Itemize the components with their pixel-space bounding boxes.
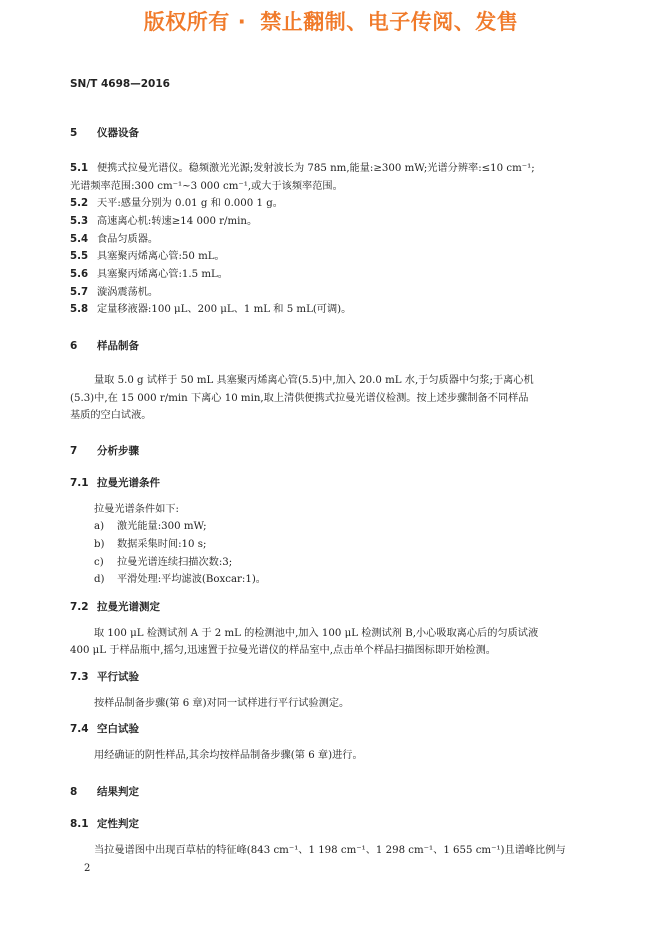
page-number: 2 [84, 863, 91, 874]
list-item [70, 233, 158, 247]
item-text: 天平:感量分别为 0.01 g 和 0.000 1 g。 [97, 198, 283, 209]
item-letter: a) [94, 521, 105, 532]
paragraph-line: 拉曼光谱条件如下: [94, 504, 179, 515]
item-text: 便携式拉曼光谱仪。稳频激光光源;发射波长为 785 nm,能量:≥300 mW;光谱分辨率:≤10 cm⁻¹; [97, 163, 535, 174]
subsection-number: 7.3 [70, 671, 89, 683]
watermark-text-1: 版权所有 [143, 10, 230, 34]
section-title: 样品制备 [97, 340, 139, 352]
section-7-heading [70, 444, 139, 458]
subsection-number: 7.2 [70, 601, 89, 613]
subsection-number: 8.1 [70, 818, 89, 830]
section-title: 仪器设备 [97, 127, 139, 139]
list-item-continuation: 光谱频率范围:300 cm⁻¹~3 000 cm⁻¹,或大于该频率范围。 [70, 181, 343, 192]
subsection-7-4-heading [70, 722, 139, 736]
item-text: 拉曼光谱连续扫描次数:3; [117, 557, 233, 568]
item-text: 激光能量:300 mW; [117, 521, 207, 532]
item-text: 食品匀质器。 [97, 234, 159, 245]
item-number: 5.5 [70, 251, 89, 262]
item-text: 平滑处理:平均滤波(Boxcar:1)。 [117, 574, 266, 585]
item-text: 漩涡震荡机。 [97, 287, 159, 298]
item-number: 5.2 [70, 198, 89, 209]
list-item [70, 268, 228, 282]
subsection-title: 空白试验 [97, 723, 139, 735]
copyright-watermark [0, 6, 662, 36]
item-letter: d) [94, 574, 105, 585]
list-item [70, 286, 158, 300]
subsection-7-2-heading [70, 600, 160, 614]
standard-code: SN/T 4698—2016 [70, 78, 170, 90]
subsection-number: 7.1 [70, 477, 89, 489]
section-8-heading [70, 785, 139, 799]
item-text: 具塞聚丙烯离心管:50 mL。 [97, 251, 225, 262]
section-title: 分析步骤 [97, 445, 139, 457]
item-text: 定量移液器:100 μL、200 μL、1 mL 和 5 mL(可调)。 [97, 304, 352, 315]
paragraph-line: 量取 5.0 g 试样于 50 mL 具塞聚丙烯离心管(5.5)中,加入 20.0 mL 水,于匀质器中匀浆;于离心机 [94, 375, 534, 386]
subsection-title: 拉曼光谱测定 [97, 601, 160, 613]
section-number: 5 [70, 127, 78, 139]
item-number: 5.3 [70, 216, 89, 227]
item-letter: b) [94, 539, 105, 550]
list-item [70, 197, 283, 211]
paragraph-line: 按样品制备步骤(第 6 章)对同一试样进行平行试验测定。 [94, 698, 350, 709]
watermark-dot: · [237, 10, 247, 34]
item-number: 5.1 [70, 163, 89, 174]
paragraph-line: 当拉曼谱图中出现百草枯的特征峰(843 cm⁻¹、1 198 cm⁻¹、1 298 cm⁻¹、1 655 cm⁻¹)且谱峰比例与 [94, 845, 566, 856]
subsection-number: 7.4 [70, 723, 89, 735]
subsection-8-1-heading [70, 817, 139, 831]
list-item [70, 250, 225, 264]
paragraph-line: 取 100 μL 检测试剂 A 于 2 mL 的检测池中,加入 100 μL 检测试剂 B,小心吸取离心后的匀质试液 [94, 628, 539, 639]
list-item [70, 303, 351, 317]
subsection-title: 定性判定 [97, 818, 139, 830]
watermark-text-2: 禁止翻制、电子传阅、发售 [260, 10, 519, 34]
list-item [94, 556, 232, 570]
item-text: 具塞聚丙烯离心管:1.5 mL。 [97, 269, 228, 280]
paragraph-line: 基质的空白试液。 [70, 410, 152, 421]
subsection-title: 平行试验 [97, 671, 139, 683]
section-title: 结果判定 [97, 786, 139, 798]
subsection-7-1-heading [70, 476, 160, 490]
list-item [94, 573, 266, 587]
item-number: 5.7 [70, 287, 89, 298]
paragraph-line: 用经确证的阴性样品,其余均按样品制备步骤(第 6 章)进行。 [94, 750, 363, 761]
list-item [70, 162, 535, 176]
item-number: 5.4 [70, 234, 89, 245]
paragraph-line: 400 μL 于样品瓶中,摇匀,迅速置于拉曼光谱仪的样品室中,点击单个样品扫描图标即开始检测。 [70, 645, 496, 656]
section-6-heading [70, 339, 139, 353]
item-text: 高速离心机:转速≥14 000 r/min。 [97, 216, 258, 227]
subsection-title: 拉曼光谱条件 [97, 477, 160, 489]
item-number: 5.8 [70, 304, 89, 315]
section-5-heading [70, 126, 139, 140]
item-text: 数据采集时间:10 s; [117, 539, 207, 550]
list-item [94, 520, 207, 534]
list-item [70, 215, 257, 229]
item-letter: c) [94, 557, 104, 568]
list-item [94, 538, 206, 552]
section-number: 8 [70, 786, 78, 798]
section-number: 7 [70, 445, 78, 457]
paragraph-line: (5.3)中,在 15 000 r/min 下离心 10 min,取上清供便携式拉曼光谱仪检测。按上述步骤制备不同样品 [70, 393, 529, 404]
item-number: 5.6 [70, 269, 89, 280]
section-number: 6 [70, 340, 78, 352]
subsection-7-3-heading [70, 670, 139, 684]
